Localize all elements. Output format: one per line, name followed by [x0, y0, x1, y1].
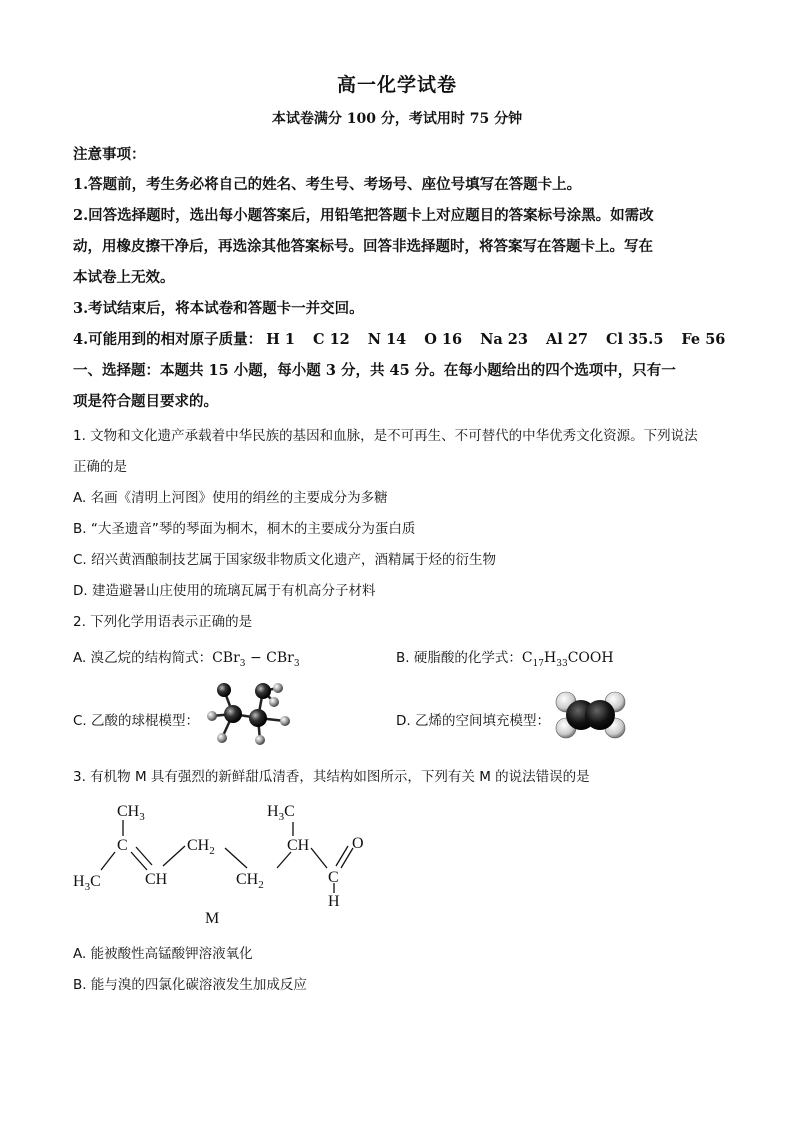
note-4: [73, 328, 743, 349]
section-1-line-2: 项是符合题目要求的。: [73, 393, 218, 410]
atom: [273, 683, 283, 693]
mass-al: Al 27: [546, 331, 588, 348]
struct-label: C: [328, 869, 339, 886]
q1-stem-line-2: 正确的是: [73, 459, 127, 475]
formula-part: COOH: [567, 650, 614, 666]
svg-text:CH2: [236, 871, 264, 891]
struct-subscript: 3: [139, 811, 145, 823]
q1-option-b: B. “大圣遗音”琴的琴面为桐木，桐木的主要成分为蛋白质: [73, 521, 416, 537]
q2-option-d: D. 乙烯的空间填充模型：: [396, 713, 550, 729]
formula-part: C: [521, 650, 533, 666]
atom: [217, 733, 227, 743]
q1-option-c: C. 绍兴黄酒酿制技艺属于国家级非物质文化遗产，酒精属于烃的衍生物: [73, 552, 497, 568]
q3-stem: 3. 有机物 M 具有强烈的新鲜甜瓜清香，其结构如图所示，下列有关 M 的说法错误的是: [73, 769, 590, 785]
struct-label: CH: [287, 837, 310, 854]
atom: [224, 705, 242, 723]
atom: [249, 709, 267, 727]
atom: [255, 735, 265, 745]
note-1: 1.答题前，考生务必将自己的姓名、考生号、考场号、座位号填写在答题卡上。: [73, 176, 582, 193]
atom: [585, 700, 615, 730]
compound-m-structure: [65, 790, 385, 930]
struct-compound-label: M: [205, 910, 220, 927]
mass-c: C 12: [312, 331, 350, 348]
q2-option-b-formula: [521, 650, 614, 669]
q2-option-c: C. 乙酸的球棍模型：: [73, 713, 200, 729]
q1-stem-line-1: 1. 文物和文化遗产承载着中华民族的基因和血脉，是不可再生、不可替代的中华优秀文化资源。下列说法: [73, 428, 698, 444]
formula-part: CBr: [266, 650, 294, 666]
struct-label: CH: [145, 871, 168, 888]
struct-label: H: [73, 873, 85, 890]
page-title: 高一化学试卷: [336, 74, 457, 96]
struct-subscript: 3: [278, 811, 285, 823]
note-4-label: 4.可能用到的相对原子质量：: [73, 331, 263, 348]
acetic-acid-ball-stick-model: [200, 680, 306, 752]
notes-heading: 注意事项：: [73, 146, 146, 163]
mass-na: Na 23: [480, 331, 528, 348]
mass-o: O 16: [424, 331, 463, 348]
mass-cl: Cl 35.5: [606, 331, 664, 348]
page-subtitle: 本试卷满分 100 分，考试用时 75 分钟: [271, 111, 523, 127]
struct-subscript: 2: [258, 879, 264, 891]
q2-option-a-text: A. 溴乙烷的结构简式：: [73, 650, 213, 666]
formula-sub: 17: [532, 658, 545, 669]
formula-part: −: [245, 650, 267, 666]
struct-label: CH: [187, 837, 210, 854]
q3-option-a: A. 能被酸性高锰酸钾溶液氧化: [73, 946, 253, 962]
q2-option-a-formula: [212, 650, 300, 669]
formula-part: CBr: [212, 650, 240, 666]
struct-label: CH: [236, 871, 259, 888]
struct-subscript: 3: [84, 881, 91, 893]
struct-label: H: [267, 803, 279, 820]
struct-label: C: [117, 837, 128, 854]
svg-text:CH2: [187, 837, 215, 857]
formula-sub: 33: [556, 658, 568, 669]
note-3: 3.考试结束后，将本试卷和答题卡一并交回。: [73, 300, 364, 317]
mass-fe: Fe 56: [681, 331, 726, 348]
note-2-line-1: 2.回答选择题时，选出每小题答案后，用铅笔把答题卡上对应题目的答案标号涂黑。如需改: [73, 207, 654, 224]
atom: [217, 683, 231, 697]
q1-option-a: A. 名画《清明上河图》使用的绢丝的主要成分为多糖: [73, 490, 388, 506]
struct-label: C: [90, 873, 101, 890]
atom: [280, 716, 290, 726]
q2-option-b: [396, 646, 614, 669]
q3-option-b: B. 能与溴的四氯化碳溶液发生加成反应: [73, 977, 307, 993]
ethylene-space-filling-model: [553, 690, 628, 740]
q2-stem: 2. 下列化学用语表示正确的是: [73, 614, 253, 630]
svg-text:H3C: [267, 803, 295, 823]
q2-option-a: [73, 646, 300, 669]
struct-label: C: [284, 803, 295, 820]
mass-n: N 14: [367, 331, 407, 348]
q2-option-b-text: B. 硬脂酸的化学式：: [396, 650, 522, 666]
note-2-line-3: 本试卷上无效。: [73, 269, 175, 286]
atom: [255, 683, 271, 699]
svg-text:H3C: [73, 873, 101, 893]
atom: [207, 711, 217, 721]
q1-option-d: D. 建造避暑山庄使用的琉璃瓦属于有机高分子材料: [73, 583, 376, 599]
section-1-line-1: 一、选择题：本题共 15 小题，每小题 3 分，共 45 分。在每小题给出的四个选项中，只有一: [73, 362, 676, 379]
mass-h: H 1: [266, 331, 295, 348]
formula-sub: 3: [293, 658, 300, 669]
svg-text:CH3: [117, 803, 145, 823]
atom: [269, 697, 279, 707]
struct-label: H: [328, 893, 340, 910]
formula-sub: 3: [239, 658, 246, 669]
note-2-line-2: 动，用橡皮擦干净后，再选涂其他答案标号。回答非选择题时，将答案写在答题卡上。写在: [73, 238, 653, 255]
struct-subscript: 2: [209, 845, 215, 857]
formula-part: H: [544, 650, 557, 666]
struct-label: O: [352, 835, 364, 852]
struct-label: CH: [117, 803, 140, 820]
